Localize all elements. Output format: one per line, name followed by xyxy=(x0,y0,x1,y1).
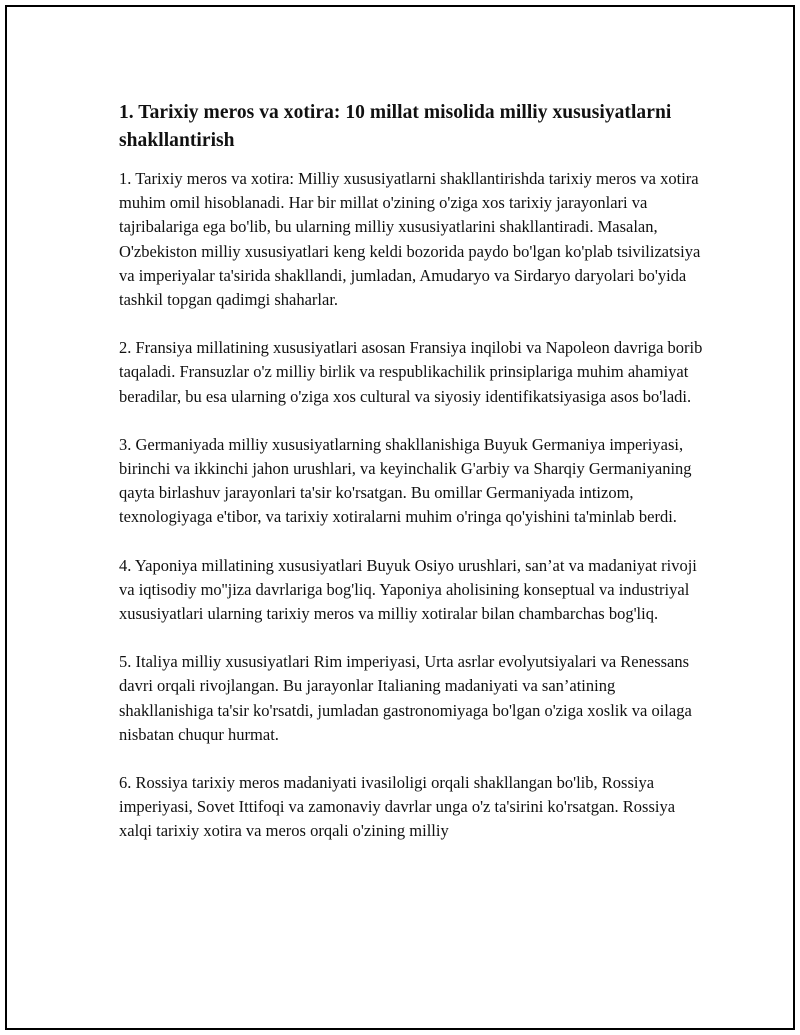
paragraph-6: 6. Rossiya tarixiy meros madaniyati ivasiloligi orqali shakllangan bo'lib, Rossiya imperiyasi, Sovet Ittifoqi va zamonaviy davrlar unga o'z ta'sirini ko'rsatgan. Rossiya xalqi tarixiy xotira va meros orqali o'zining milliy xyxy=(119,773,676,841)
document-body xyxy=(119,99,704,868)
paragraph-3: 3. Germaniyada milliy xususiyatlarning shakllanishiga Buyuk Germaniya imperiyasi, birinchi va ikkinchi jahon urushlari, va keyinchalik G'arbiy va Sharqiy Germaniyaning qayta birlashuv jarayonlari ta'sir ko'rsatgan. Bu omillar Germaniyada intizom, texnologiyaga e'tibor, va tarixiy xotiralarni muhim o'ringa qo'yishini ta'minlab berdi. xyxy=(119,434,692,527)
document-title: 1. Tarixiy meros va xotira: 10 millat misolida milliy xususiyatlarni shakllantirish xyxy=(119,102,672,151)
paragraph-4: 4. Yaponiya millatining xususiyatlari Buyuk Osiyo urushlari, san’at va madaniyat rivoji va iqtisodiy mo''jiza davrlariga bog'liq. Yaponiya aholisining konseptual va industriyal xususiyatlari ularning tarixiy meros va milliy xotiralar bilan chambarchas bog'liq. xyxy=(119,555,697,624)
page-frame xyxy=(5,5,795,1030)
paragraph-2: 2. Fransiya millatining xususiyatlari asosan Fransiya inqilobi va Napoleon davriga borib taqaladi. Fransuzlar o'z milliy birlik va respublikachilik prinsiplariga muhim ahamiyat beradilar, bu esa ularning o'ziga xos cultural va siyosiy identifikatsiyasiga asos bo'ladi. xyxy=(119,338,703,406)
paragraph-1: 1. Tarixiy meros va xotira: Milliy xususiyatlarni shakllantirishda tarixiy meros va xotira muhim omil hisoblanadi. Har bir millat o'zining o'ziga xos tarixiy jarayonlari va tajribalariga ega bo'lib, bu ularning milliy xususiyatlarini shakllantiradi. Masalan, O'zbekiston milliy xususiyatlari keng keldi bozorida paydo bo'lgan ko'plab tsivilizatsiya va imperiyalar ta'sirida shakllandi, jumladan, Amudaryo va Sirdaryo daryolari bo'yida tashkil topgan qadimgi shaharlar. xyxy=(119,169,701,310)
paragraph-5: 5. Italiya milliy xususiyatlari Rim imperiyasi, Urta asrlar evolyutsiyalari va Renessans davri orqali rivojlangan. Bu jarayonlar Italianing madaniyati va san’atining shakllanishiga ta'sir ko'rsatdi, jumladan gastronomiyaga bo'lgan o'ziga xoslik va oilaga nisbatan chuqur hurmat. xyxy=(119,652,692,744)
